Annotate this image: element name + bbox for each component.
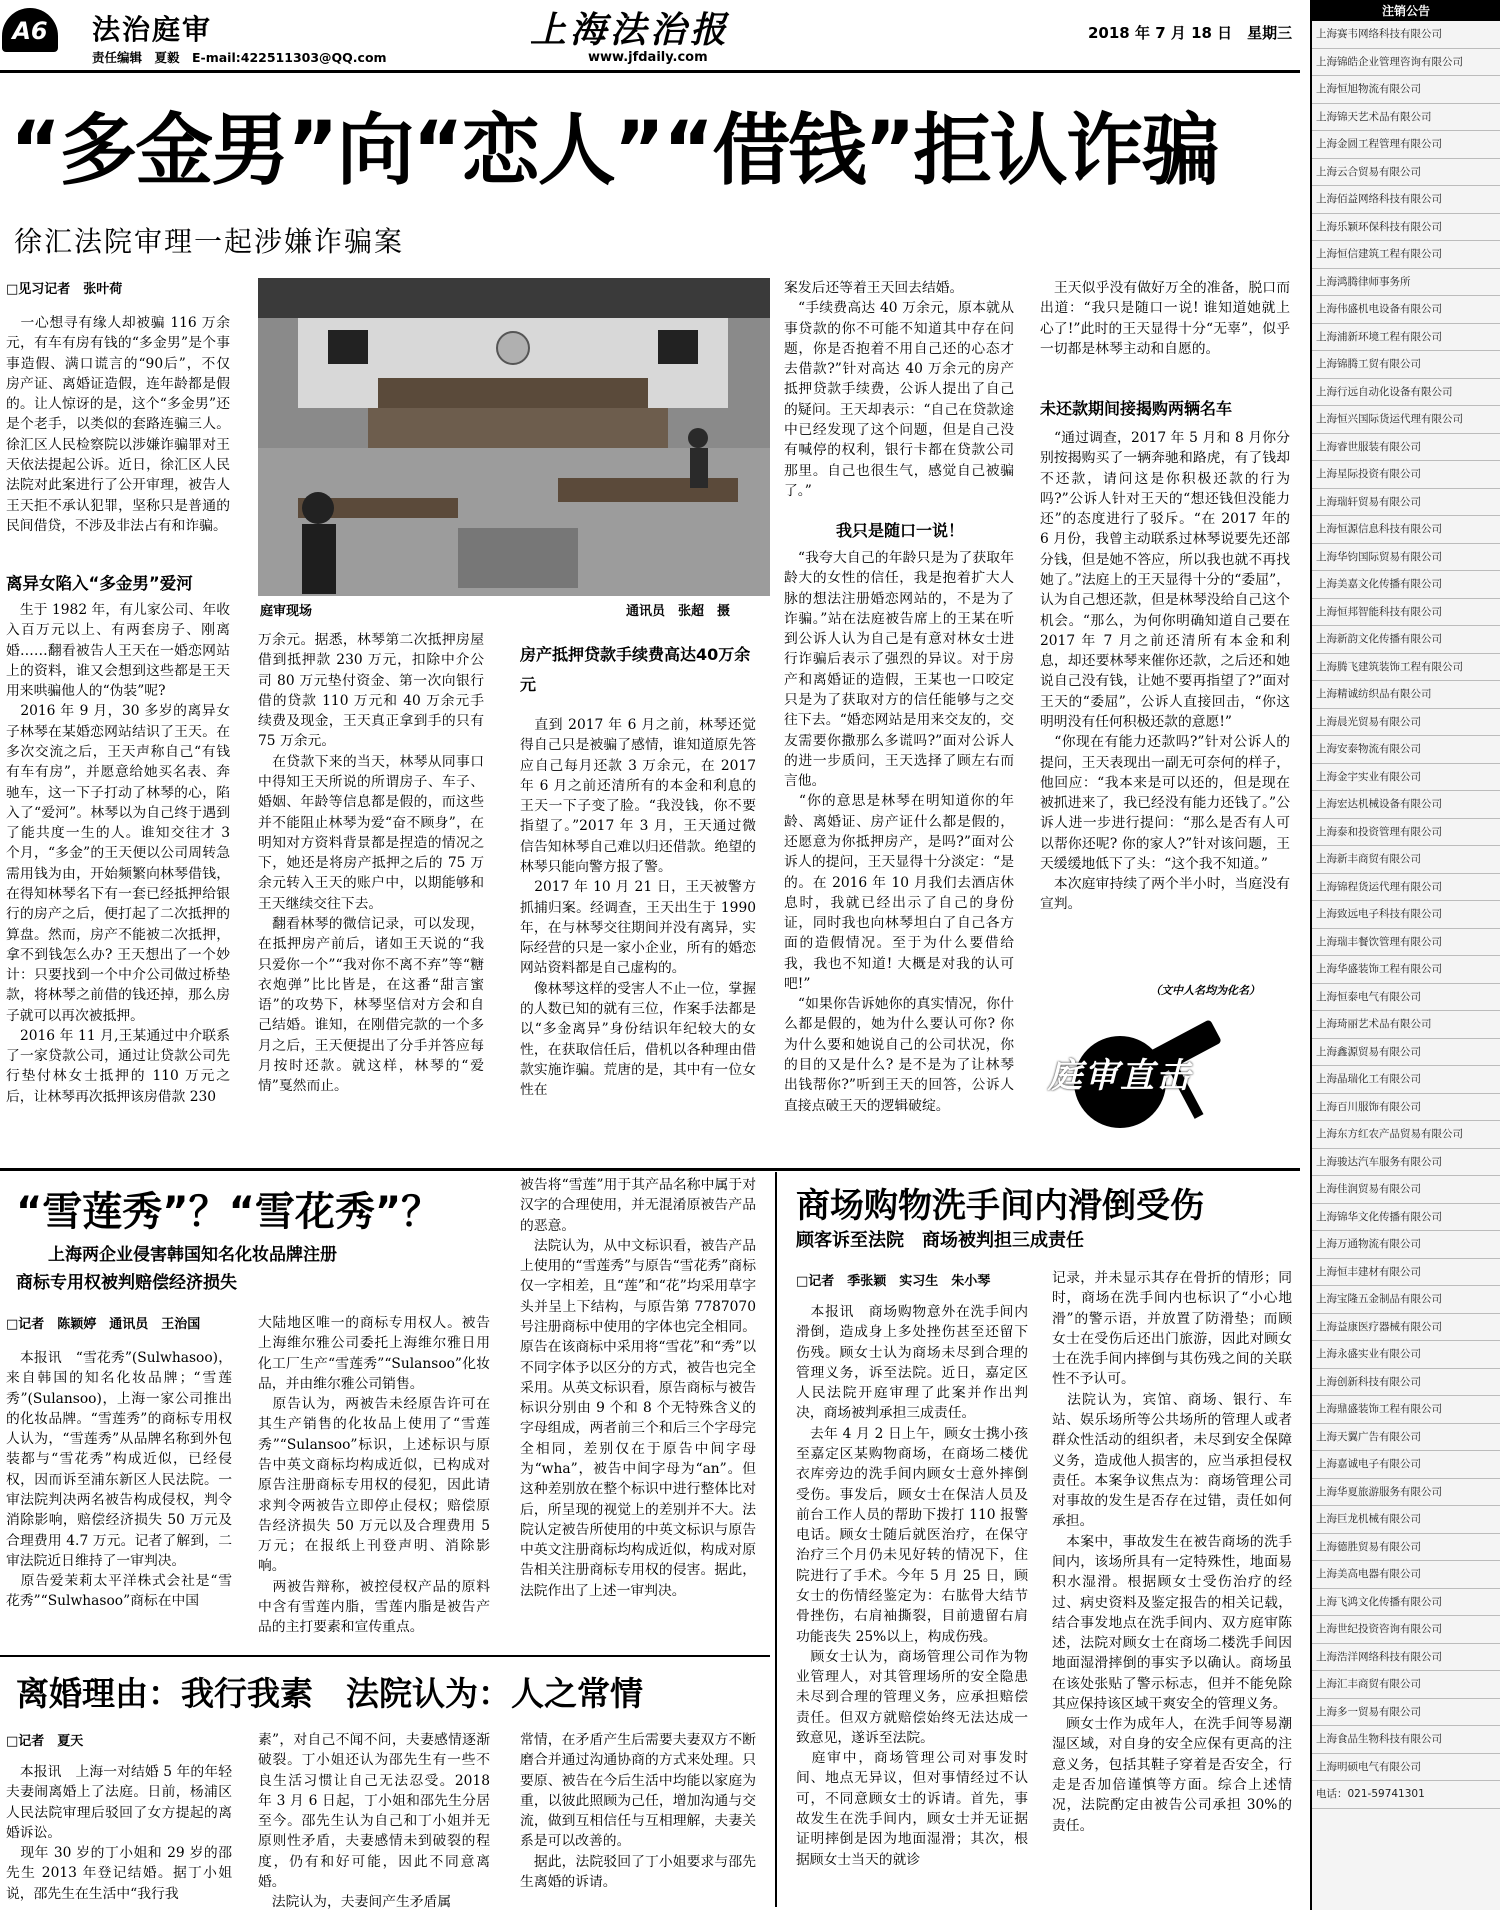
story1-headline: “多金男”向“恋人”“借钱”拒认诈骗 <box>10 106 1218 196</box>
story1-lead: 一心想寻有缘人却被骗 116 万余元，有车有房有钱的“多金男”是个事事造假、满口谎言的“90后”，不仅房产证、离婚证造假，连年龄都是假的。让人惊讶的是，这个“多金男”还是个老手，以类似的套路连骗三人。徐汇区人民检察院以涉嫌诈骗罪对王天依法提起公诉。近日，徐汇区人民法院对此案进行了公开审理，被告人王天拒不承认犯罪，坚称只是普通的民间借贷，不涉及非法占有和诈骗。 <box>6 315 230 534</box>
notice-line: 上海世纪投资咨询有限公司 <box>1312 1616 1500 1644</box>
notice-strip-title: 注销公告 <box>1312 0 1500 21</box>
photo-caption: 庭审现场 <box>260 604 313 619</box>
story1-col4-body: 案发后还等着王天回去结婚。 “手续费高达 40 万余元，原本就从事贷款的你不可能不知道其中存在问题，你是否抱着不用自己还的心态才去借款?”针对高达 40 万余元的房产抵押贷款手续费，公诉人提出了自己的疑问。王天却表示：“自己在贷款途中已经发现了这个问题，但是自己没有喊停的权利，银行卡都在贷款公司那里。自己也很生气，感觉自己被骗了。” <box>784 280 1014 499</box>
story1-col4-body2: “我夸大自己的年龄只是为了获取年龄大的女性的信任，我是抱着扩大人脉的想法注册婚恋网站的，不是为了诈骗。”站在法庭被告席上的王某在听到公诉人认为自己是有意对林女士进行诈骗后表示了强烈的异议。对于房产和离婚证的造假，王某也一口咬定只是为了获取对方的信任能够与之交往下去。“婚恋网站是用来交友的，交友需要你撒那么多谎吗?”面对公诉人的进一步质问，王天选择了顾左右而言他。 “你的意思是林琴在明知道你的年龄、离婚证、房产证什么都是假的，还愿意为你抵押房产，是吗?”面对公诉人的提问，王天显得十分淡定：“是的。在 2016 年 10 月我们去酒店休息时，我就已经出示了自己的身份证，同时我也向林琴坦白了自己各方面的造假情况。至于为什么要借给我，我也不知道! 大概是对我的认可吧!” “如果你告诉她你的真实情况，你什么都是假的，她为什么要认可你? 你为什么要和她说自己的公司状况，你的目的又是什么? 是不是为了让林琴出钱帮你?”听到王天的回答，公诉人直接点破王天的逻辑破绽。 <box>784 550 1014 1114</box>
story3-headline: 商场购物洗手间内滑倒受伤 <box>796 1186 1204 1226</box>
notice-line: 上海鸿腾律师事务所 <box>1312 269 1500 297</box>
notice-line: 上海浩洋网络科技有限公司 <box>1312 1644 1500 1672</box>
masthead <box>0 0 1305 70</box>
story3-col1: 本报讯 商场购物意外在洗手间内滑倒，造成身上多处挫伤甚至还留下伤残。顾女士认为商场未尽到合理的管理义务，诉至法院。近日，嘉定区人民法院开庭审理了此案并作出判决，商场被判承担三成责任。 去年 4 月 2 日上午，顾女士携小孩至嘉定区某购物商场，在商场二楼优衣库旁边的洗手间内顾女士意外摔倒受伤。事发后，顾女士在保洁人员及前台工作人员的帮助下拨打 110 报警电话。顾女士随后就医治疗，在保守治疗三个月仍未见好转的情况下，住院进行了手术。今年 5 月 25 日，顾女士的伤情经鉴定为：右肱骨大结节骨挫伤，右肩袖撕裂，目前遗留右肩功能丧失 25%以上，构成伤残。 顾女士认为，商场管理公司作为物业管理人，对其管理场所的安全隐患未尽到合理的管理义务，应承担赔偿责任。但双方就赔偿始终无法达成一致意见，遂诉至法院。 庭审中，商场管理公司对事发时间、地点无异议，但对事情经过不认可，不同意顾女士的诉请。首先，事故发生在洗手间内，顾女士并无证据证明摔倒是因为地面湿滑；其次，根据顾女士当天的就诊 <box>796 1304 1028 1868</box>
notice-line: 上海瑞轩贸易有限公司 <box>1312 489 1500 517</box>
notice-strip <box>1310 0 1500 1910</box>
story1-col5-body: 王天似乎没有做好万全的准备，脱口而出道：“我只是随口一说! 谁知道她就上心了!”此时的王天显得十分“无辜”，似乎一切都是林琴主动和自愿的。 <box>1040 280 1290 357</box>
notice-line: 上海安泰物流有限公司 <box>1312 736 1500 764</box>
issue-date: 2018 年 7 月 18 日 星期三 <box>1088 24 1293 42</box>
notice-line: 上海锦腾工贸有限公司 <box>1312 351 1500 379</box>
story1-col5-body2: “通过调查，2017 年 5 月和 8 月你分别按揭购买了一辆奔驰和路虎，有了钱却不还款，请问这是你积极还款的行为吗?”公诉人针对王天的“想还钱但没能力还”的态度进行了驳斥。“在 2017 年的 6 月份，我曾主动联系过林琴说要先还部分钱，但是她不答应，所以我也就不再找她了。”法庭上的王天显得十分的“委屈”，认为自己想还款，但是林琴没给自己这个机会。“那么，为何你明确知道自己要在 2017 年 7 月之前还清所有本金和利息，却还要林琴来催你还款，之后还和她说自己没有钱，让她不要再指望了?”面对王天的“委屈”，公诉人直接回击，“你这明明没有任何积极还款的意愿!” “你现在有能力还款吗?”针对公诉人的提问，王天表现出一副无可奈何的样子，他回应：“我本来是可以还的，但是现在被抓进来了，我已经没有能力还钱了。”公诉人进一步进行提问：“那么是否有人可以帮你还呢? 你的家人?”针对该问题，王天缓缓地低下了头：“这个我不知道。” 本次庭审持续了两个半小时，当庭没有宣判。 <box>1040 430 1290 913</box>
story2-col1: 本报讯 “雪花秀”(Sulwhasoo)，来自韩国的知名化妆品牌；“雪莲秀”(Sulansoo)，上海一家公司推出的化妆品牌。“雪莲秀”的商标专用权人认为，“雪莲秀”从品牌名称到外包装都与“雪花秀”构成近似，已经侵权，因而诉至浦东新区人民法院。一审法院判决两名被告构成侵权，判令消除影响，赔偿经济损失 50 万元及合理费用 4.7 万元。记者了解到，二审法院近日维持了一审判决。 原告爱茉莉太平洋株式会社是“雪花秀”“Sulwhasoo”商标在中国 <box>6 1350 232 1610</box>
story3-divider <box>775 1172 777 1907</box>
notice-line: 上海明硕电气有限公司 <box>1312 1754 1500 1782</box>
editor-line: 责任编辑 夏毅 E-mail:422511303@QQ.com <box>92 50 387 65</box>
story1-col3-body: 直到 2017 年 6 月之前，林琴还觉得自己只是被骗了感情，谁知道原先答应自己每月还款 3 万余元，在 2017 年 6 月之前还清所有的本金和利息的王天一下子变了脸。“我没钱，你不要指望了。”2017 年 3 月，王天通过微信告知林琴自己难以归还借款。绝望的林琴只能向警方报了警。 2017 年 10 月 21 日，王天被警方抓捕归案。经调查，王天出生于 1990 年，在与林琴交往期间并没有离异，实际经营的只是一家小企业，所有的婚恋网站资料都是自己虚构的。 像林琴这样的受害人不止一位，掌握的人数已知的就有三位，作案手法都是以“多金离异”身份结识年纪较大的女性，在获取信任后，借机以各种理由借款实施诈骗。荒唐的是，其中有一位女性在 <box>520 717 756 1099</box>
notice-line: 上海德胜贸易有限公司 <box>1312 1534 1500 1562</box>
story1-subheadline: 徐汇法院审理一起涉嫌诈骗案 <box>14 225 405 258</box>
notice-line: 上海多一贸易有限公司 <box>1312 1699 1500 1727</box>
notice-line: 上海睿世服装有限公司 <box>1312 434 1500 462</box>
section-name: 法治庭审 <box>92 13 213 46</box>
notice-line: 上海腾飞建筑装饰工程有限公司 <box>1312 654 1500 682</box>
notice-line: 上海飞鸿文化传播有限公司 <box>1312 1589 1500 1617</box>
story1-bottom-rule <box>0 1168 1300 1171</box>
notice-line: 上海行远自动化设备有限公司 <box>1312 379 1500 407</box>
story4-col1: 本报讯 上海一对结婚 5 年的年轻夫妻闹离婚上了法庭。日前，杨浦区人民法院审理后驳回了女方提起的离婚诉讼。 现年 30 岁的丁小姐和 29 岁的邵先生 2013 年登记结婚。据丁小姐说，邵先生在生活中“我行我 <box>6 1764 232 1902</box>
notice-line: 上海宝隆五金制品有限公司 <box>1312 1286 1500 1314</box>
story1-subhead-4: 未还款期间接揭购两辆名车 <box>1040 399 1233 418</box>
notice-line: 上海恒旭物流有限公司 <box>1312 76 1500 104</box>
notice-line: 上海锦程货运代理有限公司 <box>1312 874 1500 902</box>
notice-line: 上海新丰商贸有限公司 <box>1312 846 1500 874</box>
notice-line: 上海宏达机械设备有限公司 <box>1312 791 1500 819</box>
story1-subhead-2: 房产抵押贷款手续费高达40万余元 <box>520 645 751 694</box>
notice-line: 上海恒邦智能科技有限公司 <box>1312 599 1500 627</box>
notice-line: 上海恒丰建材有限公司 <box>1312 1259 1500 1287</box>
story2-subheadline-2: 商标专用权被判赔偿经济损失 <box>16 1273 237 1293</box>
courtroom-photo <box>258 278 770 596</box>
story1-col1-body: 生于 1982 年，有儿家公司、年收入百万元以上、有两套房子、刚离婚……翻看被告人王天在一婚恋网站上的资料，谁又会想到这些都是王天用来哄骗他人的“伪装”呢? 2016 年 9 月，30 多岁的离异女子林琴在某婚恋网站结识了王天。在多次交流之后，王天声称自己“有钱有车有房”，并愿意给她买名表、奔驰车，这一下子打动了林琴的心，陷入了“爱河”。林琴以为自己终于遇到了能共度一生的人。谁知交往才 3 个月，“多金”的王天便以公司周转急需用钱为由，开始频繁向林琴借钱，在得知林琴名下有一套已经抵押给银行的房产之后，便打起了二次抵押的算盘。然而，房产不能被二次抵押，拿不到钱怎么办? 王天想出了一个妙计：只要找到一个中介公司做过桥垫款，将林琴之前借的钱还掉，那么房子就可以再次被抵押。 2016 年 11 月,王某通过中介联系了一家贷款公司，通过让贷款公司先行垫付林女士抵押的 110 万元之后，让林琴再次抵押该房借款 230 <box>6 602 230 1105</box>
notice-line: 上海浦新环境工程有限公司 <box>1312 324 1500 352</box>
story3-col2: 记录，并未显示其存在骨折的情形；同时，商场在洗手间内也标识了“小心地滑”的警示语，并放置了防滑垫；而顾女士在受伤后还出门旅游，因此对顾女士在洗手间内摔倒与其伤残之间的关联性不予认可。 法院认为，宾馆、商场、银行、车站、娱乐场所等公共场所的管理人或者群众性活动的组织者，未尽到安全保障义务，造成他人损害的，应当承担侵权责任。本案争议焦点为：商场管理公司对事故的发生是否存在过错，责任如何承担。 本案中，事故发生在被告商场的洗手间内，该场所具有一定特殊性，地面易积水湿滑。根据顾女士受伤治疗的经过、病史资料及鉴定报告的相关记载，结合事发地点在洗手间内、双方庭审陈述，法院对顾女士在商场二楼洗手间因地面湿滑摔倒的事实予以确认。商场虽在该处张贴了警示标志，但并不能免除其应保持该区域干爽安全的管理义务。 顾女士作为成年人，在洗手间等易潮湿区域，对自身的安全应保有更高的注意义务，包括其鞋子穿着是否安全，行走是否加倍谨慎等方面。综合上述情况，法院酌定由被告公司承担 30%的责任。 <box>1052 1270 1292 1834</box>
notice-line: 上海鑫源贸易有限公司 <box>1312 1039 1500 1067</box>
story2-headline: “雪莲秀”？“雪花秀”？ <box>16 1189 442 1235</box>
story2-col2: 大陆地区唯一的商标专用权人。被告上海维尔雅公司委托上海维尔雅日用化工厂生产“雪莲秀”“Sulansoo”化妆品，并由维尔雅公司销售。 原告认为，两被告未经原告许可在其生产销售的化妆品上使用了“雪莲秀”“Sulansoo”标识，上述标识与原告中英文商标均构成近似，已构成对原告注册商标专用权的侵犯，因此请求判令两被告立即停止侵权；赔偿原告经济损失 50 万元以及合理费用 5 万元；在报纸上刊登声明、消除影响。 两被告辩称，被控侵权产品的原料中含有雪莲内脂，雪莲内脂是被告产品的主打要素和宣传重点。 <box>258 1315 490 1636</box>
notice-line: 上海华盛装饰工程有限公司 <box>1312 956 1500 984</box>
notice-line: 上海万通物流有限公司 <box>1312 1231 1500 1259</box>
notice-line: 上海佳润贸易有限公司 <box>1312 1176 1500 1204</box>
notice-line: 上海益康医疗器械有限公司 <box>1312 1314 1500 1342</box>
notice-list <box>1312 21 1500 1809</box>
story1-subhead-1: 离异女陷入“多金男”爱河 <box>6 574 193 593</box>
court-column-logo-text: 庭审直击 <box>1048 1056 1192 1096</box>
story4-byline: □记者 夏天 <box>6 1734 84 1749</box>
website: www.jfdaily.com <box>588 50 708 65</box>
story4-headline: 离婚理由：我行我素 法院认为：人之常情 <box>16 1674 643 1713</box>
notice-line: 上海锦皓企业管理咨询有限公司 <box>1312 49 1500 77</box>
notice-line: 上海美嘉文化传播有限公司 <box>1312 571 1500 599</box>
notice-line: 上海锦华文化传播有限公司 <box>1312 1204 1500 1232</box>
notice-line: 上海乐颖环保科技有限公司 <box>1312 214 1500 242</box>
story2-bottom-rule <box>0 1655 770 1657</box>
notice-line: 上海东方红农产品贸易有限公司 <box>1312 1121 1500 1149</box>
notice-line: 上海骏达汽车服务有限公司 <box>1312 1149 1500 1177</box>
notice-line: 上海精诚纺织品有限公司 <box>1312 681 1500 709</box>
story4-col3: 常情，在矛盾产生后需要夫妻双方不断磨合并通过沟通协商的方式来处理。只要原、被告在今后生活中均能以家庭为重，以彼此照顾为己任，增加沟通与交流，做到互相信任与互相理解，夫妻关系是可以改善的。 据此，法院驳回了丁小姐要求与邵先生离婚的诉请。 <box>520 1732 756 1890</box>
photo-credit: 通讯员 张超 摄 <box>626 604 731 619</box>
courtroom-photo-illustration <box>258 278 770 596</box>
notice-line: 上海嘉诚电子有限公司 <box>1312 1451 1500 1479</box>
notice-line: 上海恒兴国际货运代理有限公司 <box>1312 406 1500 434</box>
story4-col2: 素”，对自己不闻不问，夫妻感情逐渐破裂。丁小姐还认为邵先生有一些不良生活习惯让自己无法忍受。2018 年 3 月 6 日起，丁小姐和邵先生分居至今。邵先生认为自己和丁小姐并无原则性矛盾，夫妻感情未到破裂的程度，仍有和好可能，因此不同意离婚。 法院认为，夫妻间产生矛盾属 <box>258 1732 490 1911</box>
notice-line: 上海鼎盛装饰工程有限公司 <box>1312 1396 1500 1424</box>
notice-line: 上海华钧国际贸易有限公司 <box>1312 544 1500 572</box>
notice-line: 电话：021-59741301 <box>1312 1781 1500 1809</box>
notice-line: 上海赛韦网络科技有限公司 <box>1312 21 1500 49</box>
notice-line: 上海晨光贸易有限公司 <box>1312 709 1500 737</box>
story2-subheadline-1: 上海两企业侵害韩国知名化妆品牌注册 <box>48 1245 337 1265</box>
notice-line: 上海百川服饰有限公司 <box>1312 1094 1500 1122</box>
story1-col2-body: 万余元。据悉，林琴第二次抵押房屋借到抵押款 230 万元，扣除中介公司 80 万元垫付资金、第一次向银行借的贷款 110 万元和 40 万余元手续费及现金，王天真正拿到手的只有 75 万余元。 在贷款下来的当天，林琴从同事口中得知王天所说的所谓房子、车子、婚姻、年龄等信息都是假的，而这些并不能阻止林琴为爱“奋不顾身”，在明知对方资料背景都是捏造的情况之下，她还是将房产抵押之后的 75 万余元转入王天的账户中，以期能够和王天继续交往下去。 翻看林琴的微信记录，可以发现，在抵押房产前后，诸如王天说的“我只爱你一个”“我对你不离不弃”等“糖衣炮弹”比比皆是，在这番“甜言蜜语”的攻势下，林琴坚信对方会和自己结婚。谁知，在刚借完款的一个多月之后，王天便提出了分手并答应每月按时还款。就这样，林琴的“爱情”戛然而止。 <box>258 632 484 1095</box>
story1-byline: □见习记者 张叶荷 <box>6 282 123 297</box>
notice-line: 上海佰益网络科技有限公司 <box>1312 186 1500 214</box>
notice-line: 上海食品生物科技有限公司 <box>1312 1726 1500 1754</box>
notice-line: 上海创新科技有限公司 <box>1312 1369 1500 1397</box>
court-column-logo <box>1040 1020 1250 1140</box>
story3-byline: □记者 季张颖 实习生 朱小琴 <box>796 1274 991 1289</box>
masthead-rule <box>0 70 1300 73</box>
notice-line: 上海伟盛机电设备有限公司 <box>1312 296 1500 324</box>
notice-line: 上海永盛实业有限公司 <box>1312 1341 1500 1369</box>
notice-line: 上海晶瑞化工有限公司 <box>1312 1066 1500 1094</box>
notice-line: 上海汇丰商贸有限公司 <box>1312 1671 1500 1699</box>
page-tag: A6 <box>2 8 58 52</box>
paper-name-logo: 上海法治报 <box>530 9 731 51</box>
notice-line: 上海新韵文化传播有限公司 <box>1312 626 1500 654</box>
notice-line: 上海美高电器有限公司 <box>1312 1561 1500 1589</box>
notice-line: 上海锦天艺术品有限公司 <box>1312 104 1500 132</box>
notice-line: 上海星际投资有限公司 <box>1312 461 1500 489</box>
story2-byline: □记者 陈颖婷 通讯员 王治国 <box>6 1317 201 1332</box>
story1-subhead-3: 我只是随口一说！ <box>835 521 964 540</box>
notice-line: 上海巨龙机械有限公司 <box>1312 1506 1500 1534</box>
notice-line: 上海致远电子科技有限公司 <box>1312 901 1500 929</box>
notice-line: 上海天翼广告有限公司 <box>1312 1424 1500 1452</box>
notice-line: 上海恒泰电气有限公司 <box>1312 984 1500 1012</box>
notice-line: 上海泰和投资管理有限公司 <box>1312 819 1500 847</box>
story1-note: （文中人名均为化名） <box>1150 984 1260 997</box>
notice-line: 上海金宇实业有限公司 <box>1312 764 1500 792</box>
notice-line: 上海瑞丰餐饮管理有限公司 <box>1312 929 1500 957</box>
notice-line: 上海华夏旅游服务有限公司 <box>1312 1479 1500 1507</box>
story2-col3: 被告将“雪莲”用于其产品名称中属于对汉字的合理使用，并无混淆原被告产品的恶意。 法院认为，从中文标识看，被告产品上使用的“雪莲秀”与原告“雪花秀”商标仅一字相差，且“莲”和“花”均采用草字头并呈上下结构，与原告第 7787070 号注册商标中使用的字体也完全相同。原告在该商标中采用将“雪花”和“秀”以不同字体予以区分的方式，被告也完全采用。从英文标识看，原告商标与被告标识分别由 9 个和 8 个无特殊含义的字母组成，两者前三个和后三个字母完全相同，差别仅在于原告中间字母为“wha”，被告中间字母为“an”。但这种差别放在整个标识中进行整体比对后，所呈现的视觉上的差别并不大。法院认定被告所使用的中英文标识与原告中英文注册商标均构成近似，构成对原告相关注册商标专用权的侵害。据此，法院作出了上述一审判决。 <box>520 1177 756 1599</box>
notice-line: 上海恒源信息科技有限公司 <box>1312 516 1500 544</box>
notice-line: 上海金圆工程管理有限公司 <box>1312 131 1500 159</box>
notice-line: 上海云合贸易有限公司 <box>1312 159 1500 187</box>
story3-subheadline: 顾客诉至法院 商场被判担三成责任 <box>796 1230 1084 1251</box>
notice-line: 上海琦丽艺术品有限公司 <box>1312 1011 1500 1039</box>
notice-line: 上海恒信建筑工程有限公司 <box>1312 241 1500 269</box>
